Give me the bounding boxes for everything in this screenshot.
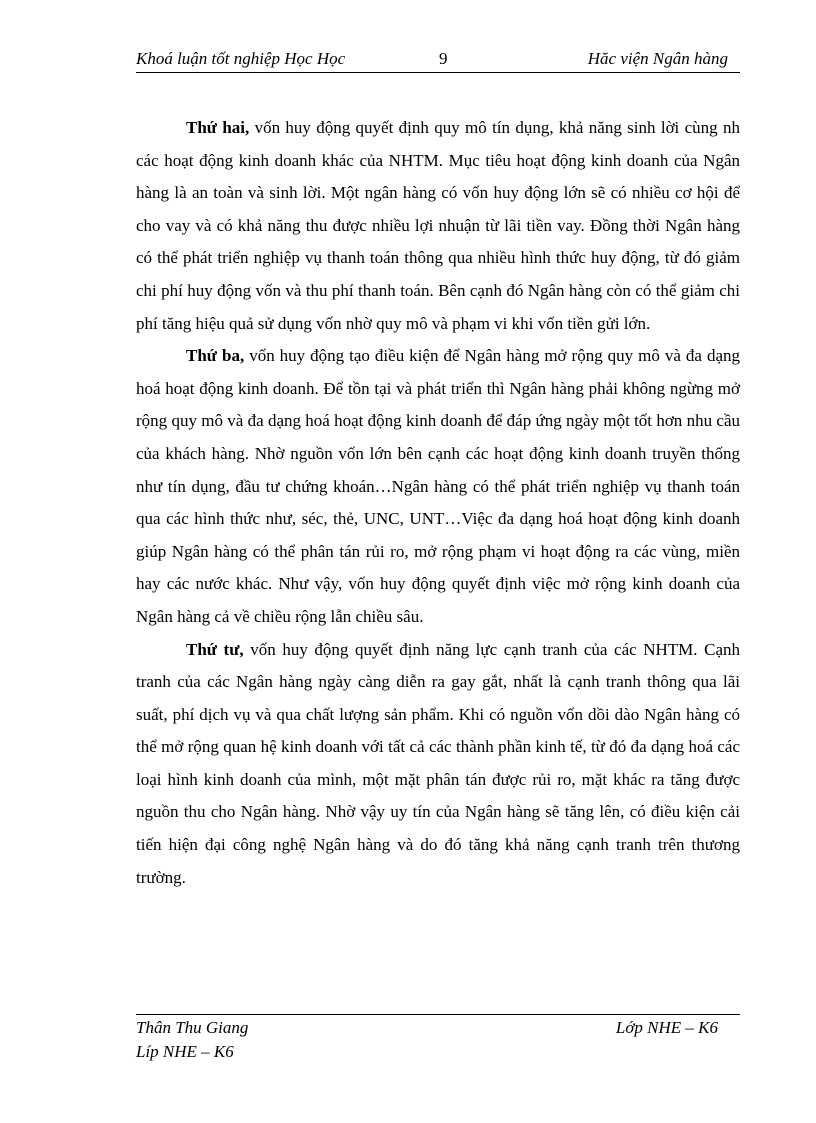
footer-divider	[136, 1014, 740, 1015]
paragraph-thu-hai	[136, 112, 740, 340]
footer-class-right: Lớp NHE – K6	[615, 1018, 718, 1037]
paragraph-text: vốn huy động quyết định quy mô tín dụng, khả năng sinh lời cùng nh các hoạt động kinh doanh khác của NHTM. Mục tiêu hoạt động kinh doanh của Ngân hàng là an toàn và sinh lời. Một ngân hàng có vốn huy động lớn sẽ có nhiều cơ hội để cho vay và có khả năng thu được nhiều lợi nhuận từ lãi tiền vay. Đồng thời Ngân hàng có thể phát triển nghiệp vụ thanh toán thông qua nhiều hình thức huy động, từ đó giảm chi phí huy động vốn và thu phí thanh toán. Bên cạnh đó Ngân hàng còn có thể giảm chi phí tăng hiệu quả sử dụng vốn nhờ quy mô và phạm vi khi vốn tiền gửi lớn.	[136, 118, 740, 333]
footer-class-left: Líp NHE – K6	[136, 1042, 234, 1061]
paragraph-text: vốn huy động quyết định năng lực cạnh tranh của các NHTM. Cạnh tranh của các Ngân hàng ngày càng diễn ra gay gắt, nhất là cạnh tranh thông qua lãi suất, phí dịch vụ và qua chất lượng sản phẩm. Khi có nguồn vốn dồi dào Ngân hàng có thể mở rộng quan hệ kinh doanh với tất cả các thành phần kinh tế, từ đó đa dạng hoá các loại hình kinh doanh của mình, một mặt phân tán được rủi ro, mặt khác ra tăng được nguồn thu cho Ngân hàng. Nhờ vậy uy tín của Ngân hàng sẽ tăng lên, có điều kiện cải tiến hiện đại công nghệ Ngân hàng và do đó tăng khả năng cạnh tranh trên thương trường.	[136, 639, 740, 887]
paragraph-text: vốn huy động tạo điều kiện để Ngân hàng mở rộng quy mô và đa dạng hoá hoạt động kinh doanh. Để tồn tại và phát triển thì Ngân hàng phải không ngừng mở rộng quy mô và đa dạng hoá hoạt động kinh doanh để đáp ứng ngày một tốt hơn nhu cầu của khách hàng. Nhờ nguồn vốn lớn bên cạnh các hoạt động kinh doanh truyền thống như tín dụng, đầu tư chứng khoán…Ngân hàng có thể phát triển nghiệp vụ thanh toán qua các hình thức như, séc, thẻ, UNC, UNT…Việc đa dạng hoá hoạt động kinh doanh giúp Ngân hàng có thể phân tán rủi ro, mở rộng phạm vi hoạt động ra các vùng, miền hay các nước khác. Như vậy, vốn huy động quyết định việc mở rộng kinh doanh của Ngân hàng cả về chiều rộng lẫn chiều sâu.	[136, 346, 741, 626]
footer-author: Thân Thu Giang	[136, 1018, 249, 1037]
header-thesis-title: Khoá luận tốt nghiệp Học Học	[136, 49, 346, 68]
paragraph-thu-ba	[136, 340, 740, 633]
paragraph-lead: Thứ hai,	[186, 118, 250, 137]
page-header	[136, 46, 740, 73]
header-institution: Hăc viện Ngân hàng	[587, 49, 728, 68]
paragraph-lead: Thứ tư,	[186, 639, 244, 659]
paragraph-thu-tu	[136, 634, 740, 895]
paragraph-lead: Thứ ba,	[186, 346, 245, 366]
header-page-number: 9	[439, 49, 448, 68]
document-body	[136, 112, 740, 894]
